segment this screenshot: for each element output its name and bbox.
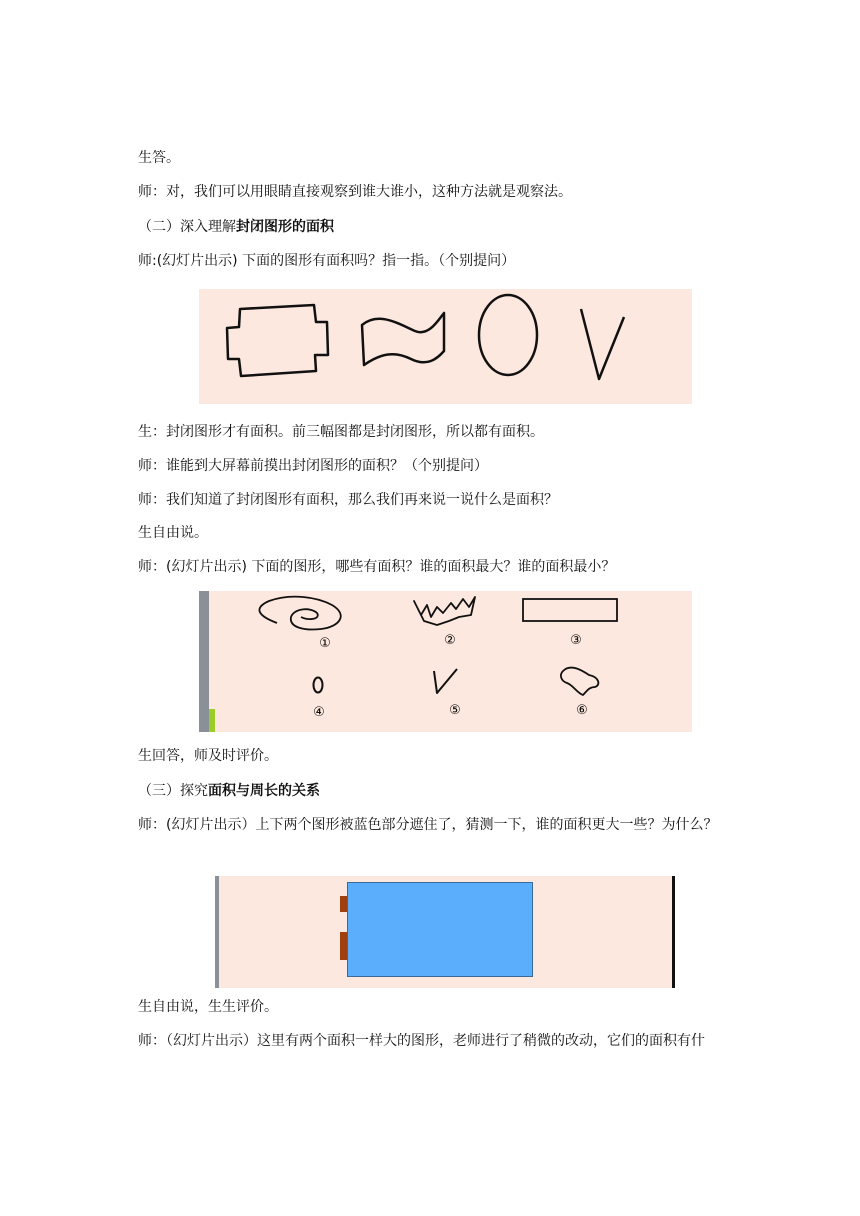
paragraph: 师:(幻灯片出示) 下面的图形有面积吗？指一指。（个别提问） bbox=[138, 253, 516, 269]
shape-2-zigzag bbox=[414, 597, 475, 625]
paragraph: 师：对，我们可以用眼睛直接观察到谁大谁小，这种方法就是观察法。 bbox=[138, 184, 572, 200]
paragraph: 生自由说。 bbox=[138, 525, 208, 541]
paragraph: 师：我们知道了封闭图形有面积，那么我们再来说一说什么是面积？ bbox=[138, 492, 558, 508]
section-heading-prefix: （三）探究 bbox=[138, 783, 208, 799]
shape-oval bbox=[479, 295, 537, 375]
shape-6-blob bbox=[561, 668, 598, 695]
section-heading-prefix: （二）深入理解 bbox=[138, 219, 236, 235]
shape-3-rectangle bbox=[523, 599, 617, 621]
shape-notched-rectangle bbox=[227, 305, 328, 376]
figure-covered-shapes bbox=[215, 876, 675, 988]
shape-number-label: ⑥ bbox=[576, 703, 588, 718]
paragraph: 生：封闭图形才有面积。前三幅图都是封闭图形，所以都有面积。 bbox=[138, 424, 544, 440]
shape-number-label: ① bbox=[319, 636, 331, 651]
paragraph: 生回答，师及时评价。 bbox=[138, 748, 278, 764]
paragraph: 师：(幻灯片出示）上下两个图形被蓝色部分遮住了，猜测一下，谁的面积更大一些？为什么？ bbox=[138, 817, 718, 833]
shape-wavy-band bbox=[362, 313, 444, 365]
blue-cover-rectangle bbox=[347, 882, 533, 977]
figure-six-shapes bbox=[199, 591, 692, 732]
section-heading-bold: 封闭图形的面积 bbox=[236, 219, 334, 235]
shape-open-v bbox=[581, 309, 624, 379]
slide-left-border bbox=[215, 876, 219, 988]
figure-closed-shapes-svg bbox=[199, 289, 692, 404]
section-heading-3 bbox=[138, 781, 320, 801]
shape-4-small-oval bbox=[314, 678, 323, 693]
shape-1-spiral bbox=[259, 597, 340, 630]
paragraph: 师：（幻灯片出示）这里有两个面积一样大的图形，老师进行了稍微的改动，它们的面积有什 bbox=[138, 1033, 705, 1049]
shape-number-label: ⑤ bbox=[449, 703, 461, 718]
figure-closed-shapes bbox=[199, 289, 692, 404]
figure-six-shapes-svg bbox=[199, 591, 692, 732]
slide-right-border bbox=[672, 876, 675, 988]
shape-number-label: ② bbox=[444, 633, 456, 648]
paragraph: 师：谁能到大屏幕前摸出封闭图形的面积？（个别提问） bbox=[138, 458, 488, 474]
shape-5-open-v bbox=[434, 669, 457, 693]
section-heading-2 bbox=[138, 217, 334, 237]
section-heading-bold: 面积与周长的关系 bbox=[208, 783, 320, 799]
paragraph: 生自由说，生生评价。 bbox=[138, 999, 278, 1015]
shape-number-label: ④ bbox=[313, 705, 325, 720]
paragraph: 师：(幻灯片出示) 下面的图形，哪些有面积？谁的面积最大？谁的面积最小？ bbox=[138, 559, 616, 575]
shape-number-label: ③ bbox=[570, 633, 582, 648]
paragraph: 生答。 bbox=[138, 150, 180, 166]
